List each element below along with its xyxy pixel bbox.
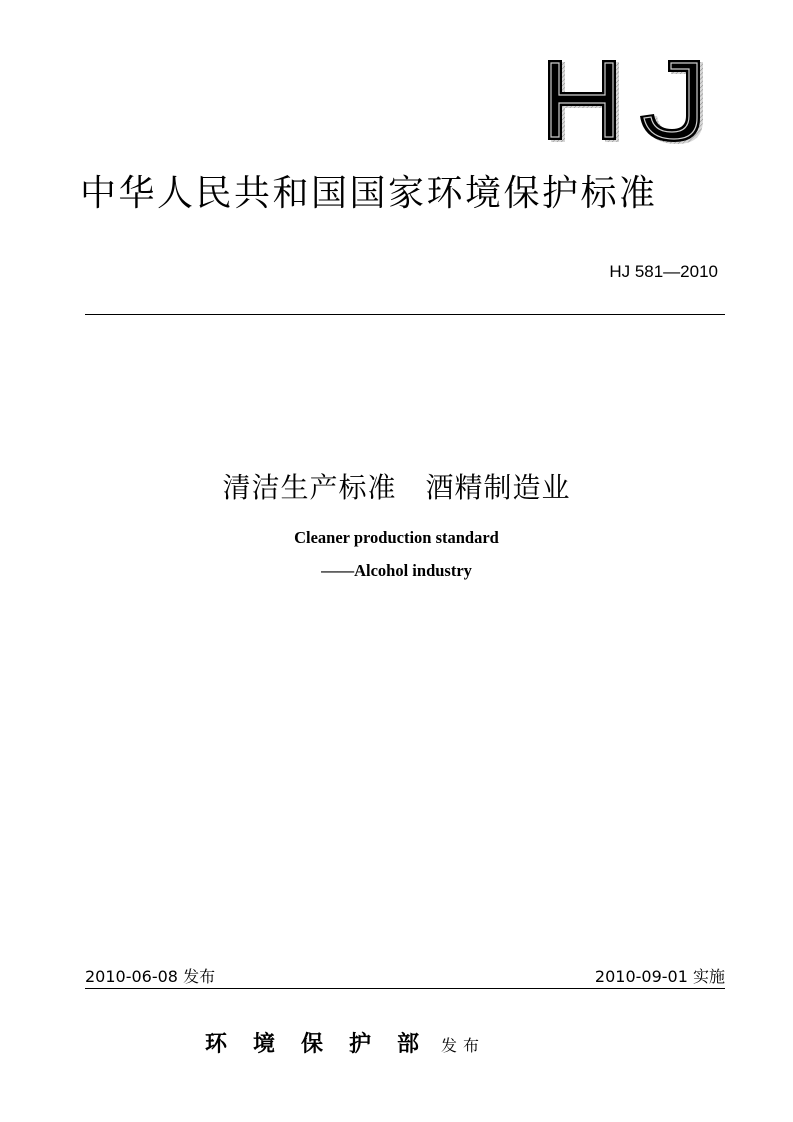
standard-number: HJ 581—2010 <box>609 262 718 281</box>
document-subtitle-english: ——Alcohol industry <box>321 561 472 580</box>
top-divider <box>85 314 725 315</box>
publisher-line <box>205 1027 485 1058</box>
document-title-chinese: 清洁生产标准 酒精制造业 <box>222 471 571 504</box>
issue-date: 2010-06-08 发布 <box>85 967 216 986</box>
bottom-divider <box>85 988 725 989</box>
document-title-english: Cleaner production standard <box>294 528 499 547</box>
org-title: 中华人民共和国国家环境保护标准 <box>80 173 658 214</box>
publisher-name: 环境保护部 <box>205 1031 446 1057</box>
hj-logo-icon <box>540 56 712 146</box>
implementation-date: 2010-09-01 实施 <box>594 967 725 986</box>
publisher-action: 发布 <box>441 1036 486 1055</box>
